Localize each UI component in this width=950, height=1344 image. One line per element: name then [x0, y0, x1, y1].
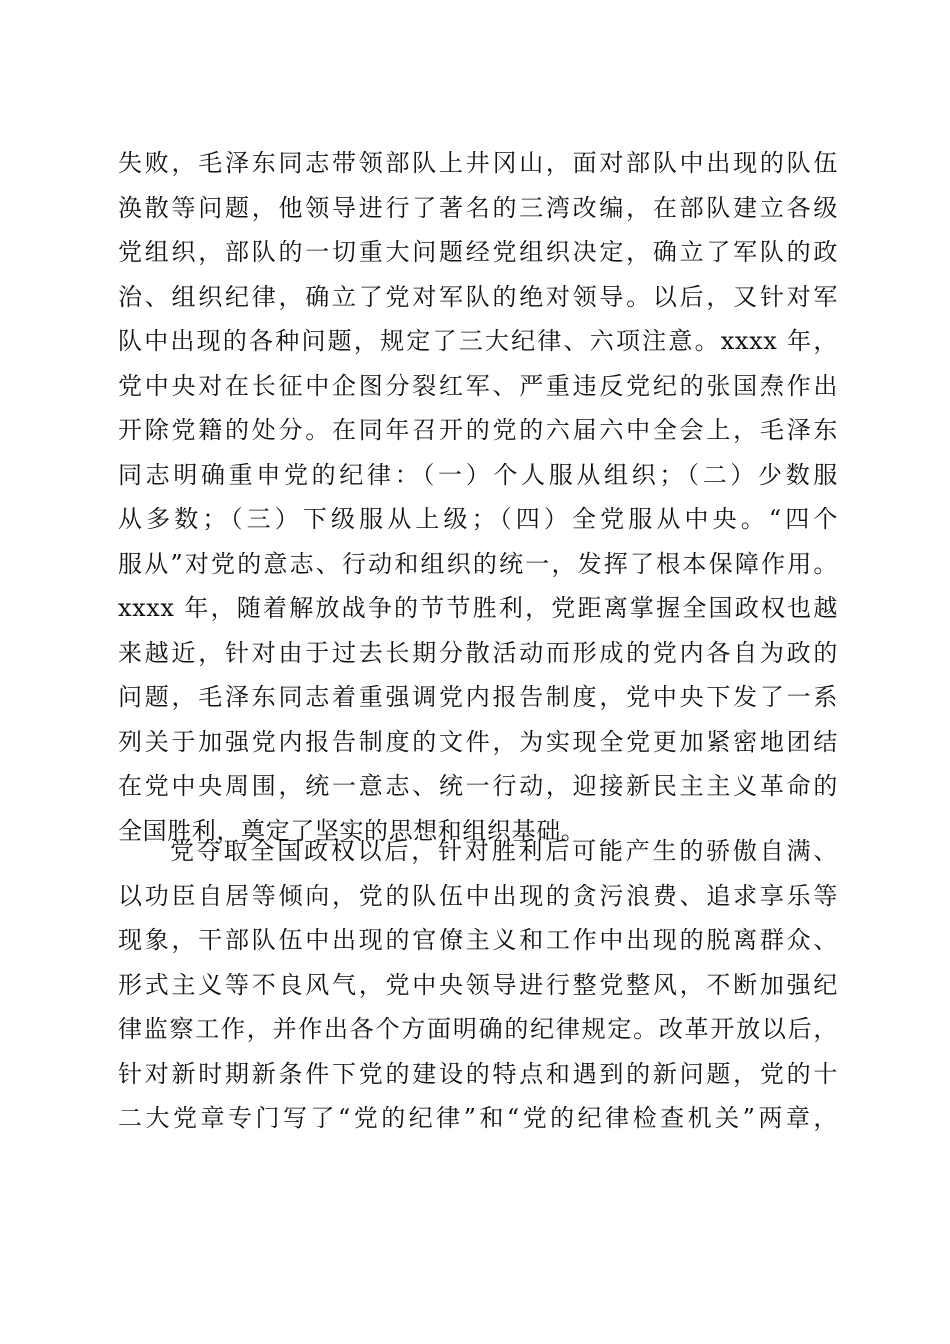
text-line: 失败，毛泽东同志带领部队上井冈山，面对部队中出现的队伍 [118, 149, 838, 177]
text-line: 从多数；（三）下级服从上级；（四）全党服从中央。“四个 [118, 505, 838, 533]
text-line: 开除党籍的处分。在同年召开的党的六届六中全会上，毛泽东 [118, 416, 838, 444]
paragraph-2 [118, 829, 838, 1141]
text-line: 同志明确重申党的纪律：（一）个人服从组织；（二）少数服 [118, 460, 838, 489]
text-line: 服从”对党的意志、行动和组织的统一，发挥了根本保障作用。 [118, 549, 838, 578]
text-line: 以功臣自居等倾向，党的队伍中出现的贪污浪费、追求享乐等 [118, 881, 838, 910]
text-line: 现象，干部队伍中出现的官僚主义和工作中出现的脱离群众、 [118, 926, 838, 954]
text-line: xxxx 年，随着解放战争的节节胜利，党距离掌握全国政权也越 [118, 594, 838, 622]
text-line: 列关于加强党内报告制度的文件，为实现全党更加紧密地团结 [118, 727, 838, 756]
paragraph-1 [118, 141, 838, 853]
text-line: 针对新时期新条件下党的建设的特点和遇到的新问题，党的十 [118, 1059, 838, 1088]
text-line: 二大党章专门写了“党的纪律”和“党的纪律检查机关”两章， [118, 1104, 838, 1132]
text-line: 问题，毛泽东同志着重强调党内报告制度，党中央下发了一系 [118, 683, 838, 711]
text-line: 全国胜利，奠定了坚实的思想和组织基础。 [118, 816, 586, 845]
text-line: 形式主义等不良风气，党中央领导进行整党整风，不断加强纪 [118, 970, 838, 999]
text-line: 来越近，针对由于过去长期分散活动而形成的党内各自为政的 [118, 638, 838, 667]
text-line: 在党中央周围，统一意志、统一行动，迎接新民主主义革命的 [118, 772, 838, 800]
text-line: 律监察工作，并作出各个方面明确的纪律规定。改革开放以后， [118, 1015, 838, 1043]
text-line: 涣散等问题，他领导进行了著名的三湾改编，在部队建立各级 [118, 193, 838, 222]
text-line: 党组织，部队的一切重大问题经党组织决定，确立了军队的政 [118, 238, 838, 266]
text-line: 党中央对在长征中企图分裂红军、严重违反党纪的张国焘作出 [118, 371, 838, 400]
text-line: 治、组织纪律，确立了党对军队的绝对领导。以后，又针对军 [118, 282, 838, 311]
text-line: 队中出现的各种问题，规定了三大纪律、六项注意。xxxx 年， [118, 327, 838, 355]
text-line: 党夺取全国政权以后，针对胜利后可能产生的骄傲自满、 [170, 837, 838, 865]
